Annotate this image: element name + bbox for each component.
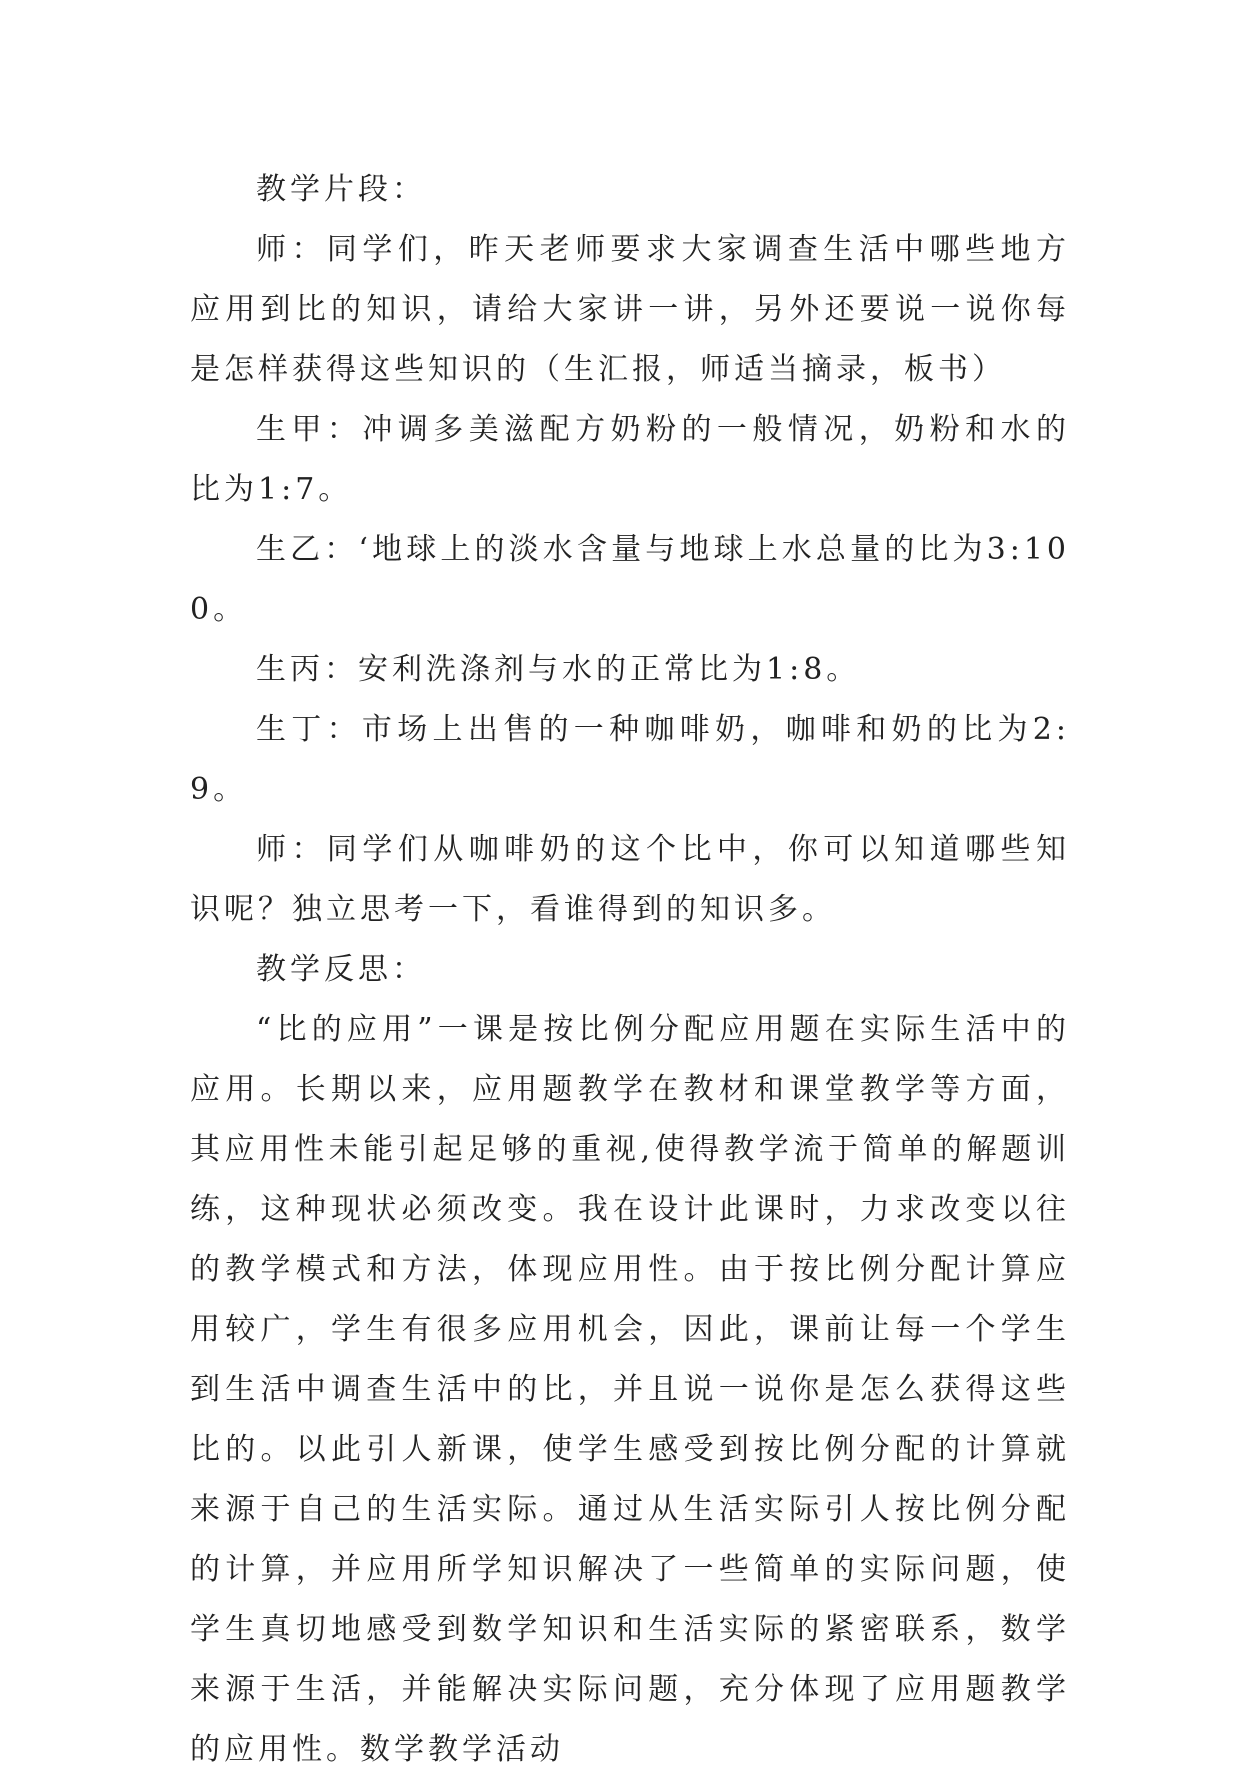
- reflection-paragraph: “比的应用”一课是按比例分配应用题在实际生活中的应用。长期以来，应用题教学在教材和课堂教学等方面，其应用性未能引起足够的重视,使得教学流于简单的解题训练，这种现状必须改变。我在设计此课时，力求改变以往的教学模式和方法，体现应用性。由于按比例分配计算应用较广，学生有很多应用机会，因此，课前让每一个学生到生活中调查生活中的比，并且说一说你是怎么获得这些比的。以此引人新课，使学生感受到按比例分配的计算就来源于自己的生活实际。通过从生活实际引人按比例分配的计算，并应用所学知识解决了一些简单的实际问题，使学生真切地感受到数学知识和生活实际的紧密联系，数学来源于生活，并能解决实际问题，充分体现了应用题教学的应用性。数学教学活动: [190, 1012, 1070, 1767]
- section-heading-reflection: 教学反思：: [256, 952, 426, 987]
- dialogue-student-b: 生乙：‘地球上的淡水含量与地球上水总量的比为3:100。: [190, 532, 1070, 627]
- dialogue-student-d: 生丁：市场上出售的一种咖啡奶，咖啡和奶的比为2:9。: [190, 712, 1070, 807]
- dialogue-student-c: 生丙：安利洗涤剂与水的正常比为1:8。: [256, 652, 861, 687]
- dialogue-teacher-2: 师：同学们从咖啡奶的这个比中，你可以知道哪些知识呢？独立思考一下，看谁得到的知识多。: [190, 832, 1070, 927]
- dialogue-teacher-1: 师：同学们，昨天老师要求大家调查生活中哪些地方应用到比的知识，请给大家讲一讲，另外还要说一说你每是怎样获得这些知识的（生汇报，师适当摘录，板书）: [190, 232, 1070, 387]
- section-heading-teaching-fragment: 教学片段：: [256, 172, 426, 207]
- document-body: [190, 160, 1070, 1780]
- dialogue-student-a: 生甲：冲调多美滋配方奶粉的一般情况，奶粉和水的比为1:7。: [190, 412, 1070, 507]
